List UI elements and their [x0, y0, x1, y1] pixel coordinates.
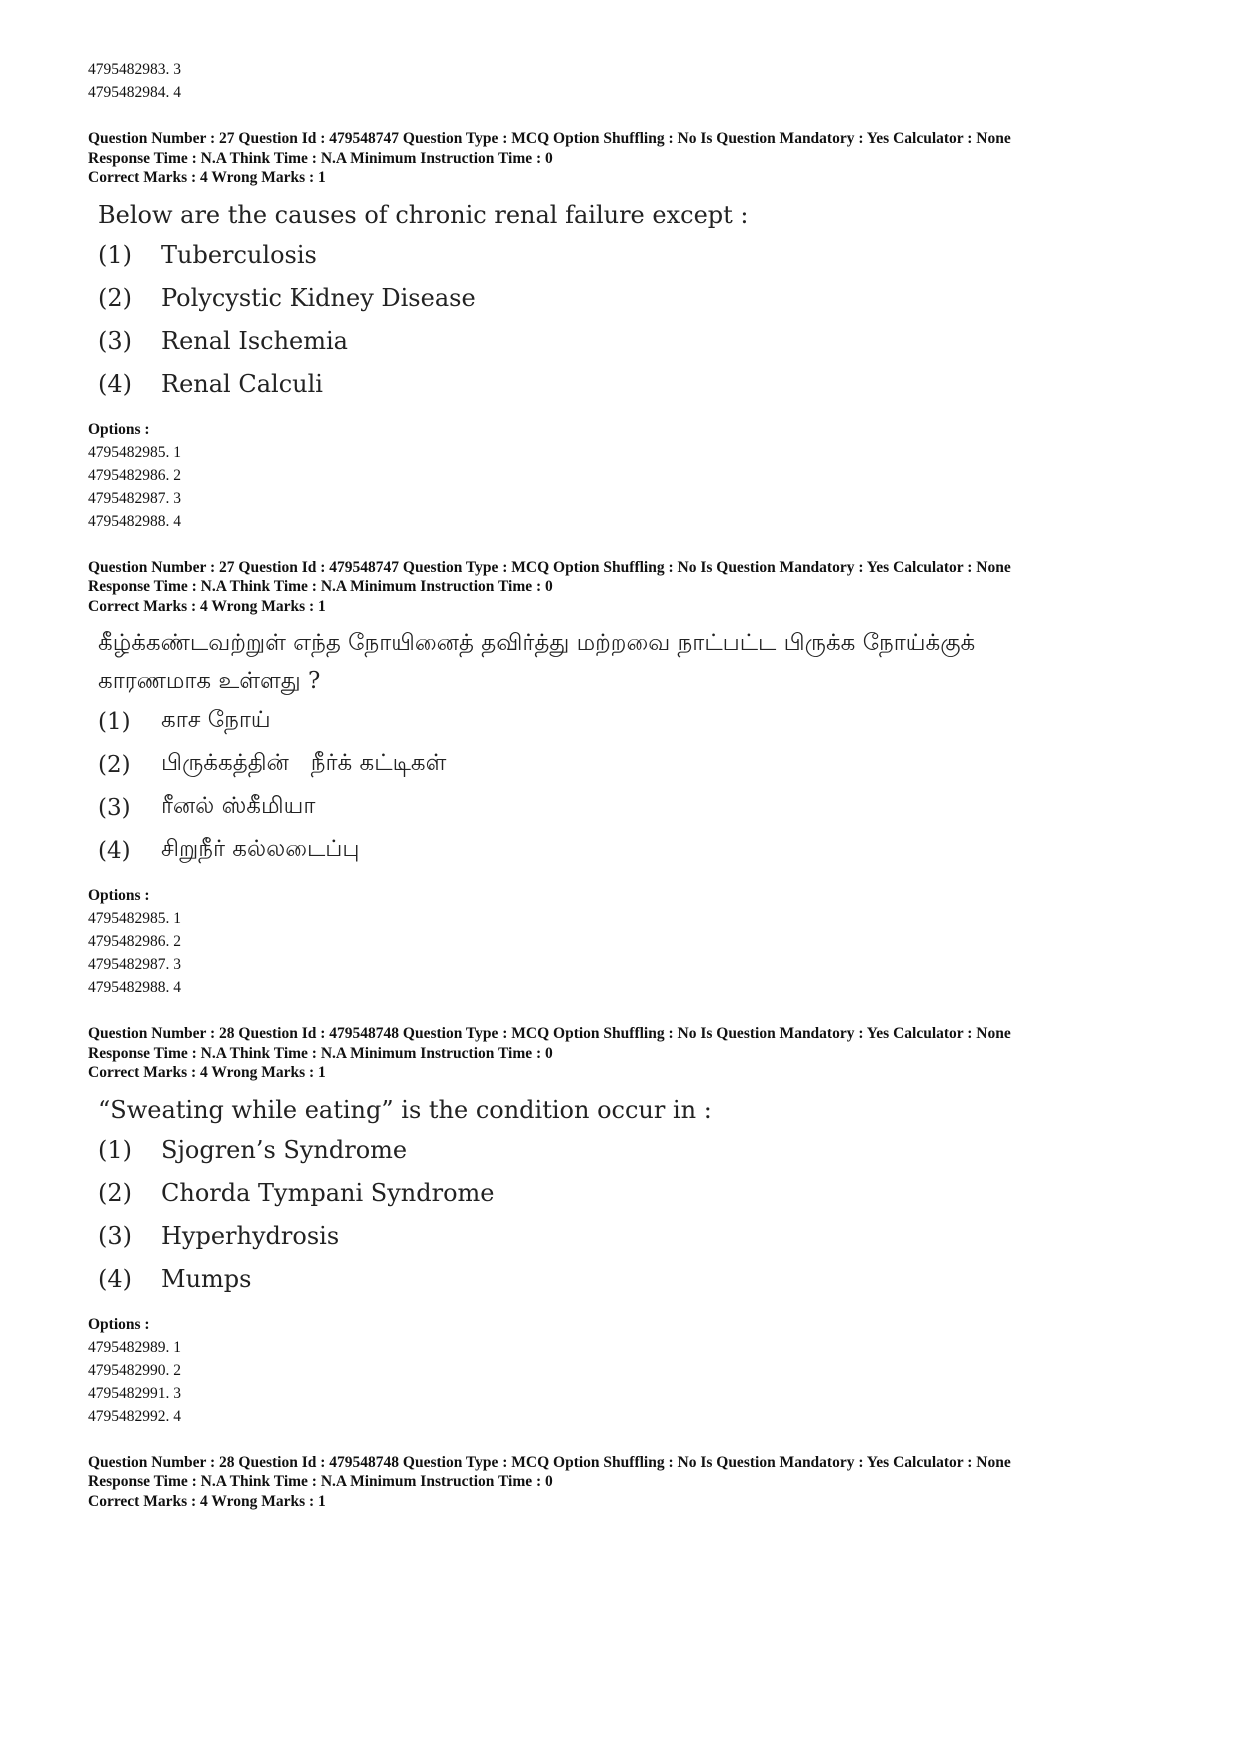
choice: (4) Mumps	[98, 1265, 252, 1293]
question-meta-line: Response Time : N.A Think Time : N.A Minimum Instruction Time : 0	[88, 578, 553, 595]
question-meta-line: Question Number : 28 Question Id : 479548748 Question Type : MCQ Option Shuffling : No Is Question Mandatory : Yes Calculator : None	[88, 1025, 1011, 1042]
question-meta-line: Question Number : 28 Question Id : 479548748 Question Type : MCQ Option Shuffling : No Is Question Mandatory : Yes Calculator : None	[88, 1453, 1011, 1471]
choice: (4) Renal Calculi	[98, 370, 323, 398]
document-page	[88, 58, 1158, 1536]
choice: (1) Sjogren’s Syndrome	[98, 1136, 408, 1164]
option-line: 4795482983. 3	[88, 61, 181, 78]
question-stem: Below are the causes of chronic renal failure except :	[98, 200, 749, 229]
question-meta-line: Response Time : N.A Think Time : N.A Minimum Instruction Time : 0	[88, 149, 553, 167]
option-line: 4795482987. 3	[88, 956, 181, 973]
question-meta-line: Correct Marks : 4 Wrong Marks : 1	[88, 1064, 326, 1081]
option-line: 4795482990. 2	[88, 1361, 181, 1379]
options-label: Options :	[88, 1315, 150, 1333]
question-meta-line: Question Number : 27 Question Id : 479548747 Question Type : MCQ Option Shuffling : No Is Question Mandatory : Yes Calculator : None	[88, 130, 1011, 147]
choice: (4) சிறுநீர் கல்லடைப்பு	[98, 836, 360, 864]
options-label: Options :	[88, 887, 150, 904]
choice: (1) காச நோய்	[98, 707, 271, 735]
option-line: 4795482986. 2	[88, 933, 181, 950]
top-options	[88, 58, 1158, 104]
option-line: 4795482985. 1	[88, 443, 181, 461]
option-line: 4795482991. 3	[88, 1384, 181, 1402]
choice: (2) பிருக்கத்தின் நீர்க் கட்டிகள்	[98, 750, 447, 778]
question-stem: “Sweating while eating” is the condition occur in :	[98, 1095, 712, 1124]
question-meta-line: Correct Marks : 4 Wrong Marks : 1	[88, 1492, 326, 1510]
option-line: 4795482984. 4	[88, 84, 181, 101]
option-line: 4795482987. 3	[88, 489, 181, 507]
option-line: 4795482989. 1	[88, 1338, 181, 1356]
question-stem-line: காரணமாக உள்ளது ?	[98, 668, 321, 694]
question-block-28-en	[88, 1024, 1158, 1428]
question-meta-line: Response Time : N.A Think Time : N.A Minimum Instruction Time : 0	[88, 1473, 553, 1490]
question-block-28-ta	[88, 1453, 1158, 1512]
choice: (2) Polycystic Kidney Disease	[98, 284, 476, 312]
choice: (1) Tuberculosis	[98, 241, 317, 269]
option-line: 4795482992. 4	[88, 1407, 181, 1425]
option-line: 4795482988. 4	[88, 979, 181, 996]
question-stem-line: கீழ்க்கண்டவற்றுள் எந்த நோயினைத் தவிர்த்து மற்றவை நாட்பட்ட பிருக்க நோய்க்குக்	[98, 630, 976, 656]
choice: (2) Chorda Tympani Syndrome	[98, 1179, 495, 1207]
choice: (3) Renal Ischemia	[98, 327, 348, 355]
option-line: 4795482988. 4	[88, 512, 181, 530]
question-block-27-en	[88, 129, 1158, 533]
question-stem	[98, 624, 1158, 700]
question-meta-line: Response Time : N.A Think Time : N.A Minimum Instruction Time : 0	[88, 1044, 553, 1062]
option-line: 4795482986. 2	[88, 466, 181, 484]
option-line: 4795482985. 1	[88, 910, 181, 927]
choice: (3) Hyperhydrosis	[98, 1222, 340, 1250]
options-label: Options :	[88, 420, 150, 438]
question-meta-line: Correct Marks : 4 Wrong Marks : 1	[88, 597, 326, 615]
question-meta-line: Correct Marks : 4 Wrong Marks : 1	[88, 169, 326, 186]
question-meta-line: Question Number : 27 Question Id : 479548747 Question Type : MCQ Option Shuffling : No Is Question Mandatory : Yes Calculator : None	[88, 558, 1011, 576]
question-block-27-ta	[88, 558, 1158, 1000]
choice: (3) ரீனல் ஸ்கீமியா	[98, 793, 316, 821]
